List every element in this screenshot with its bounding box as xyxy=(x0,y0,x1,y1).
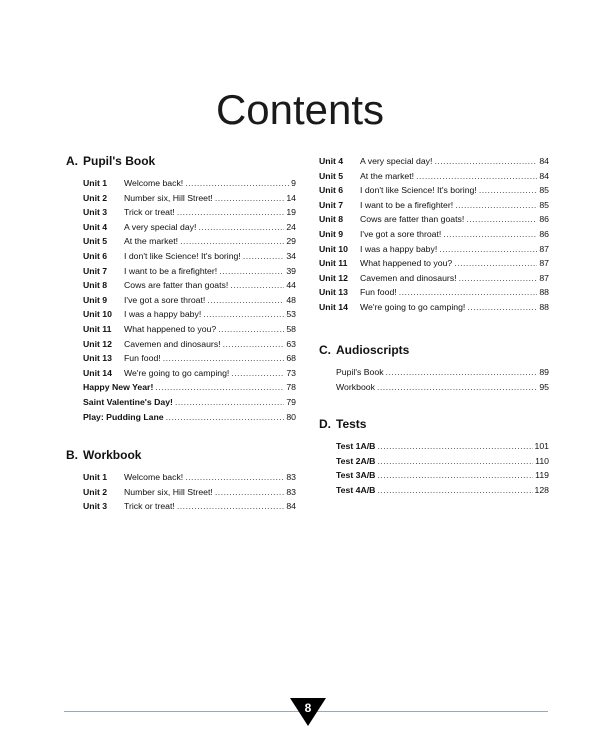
entry-page: 88 xyxy=(539,287,549,298)
entry-page: 86 xyxy=(539,214,549,225)
leader-dots xyxy=(207,293,284,308)
toc-entry[interactable] xyxy=(319,169,549,184)
left-column xyxy=(66,152,296,424)
entry-title: Test 4A/B xyxy=(336,484,376,495)
toc-entry[interactable] xyxy=(319,242,549,257)
entry-unit: Unit 8 xyxy=(319,214,344,225)
entry-title: Welcome back! xyxy=(124,472,184,482)
leader-dots xyxy=(377,439,532,454)
entry-page: 83 xyxy=(286,472,296,482)
entry-title: Test 1A/B xyxy=(336,441,376,451)
leader-dots xyxy=(454,256,537,271)
tests-section xyxy=(319,415,549,497)
left-column-workbook xyxy=(66,446,296,514)
leader-dots xyxy=(175,395,284,410)
leader-dots xyxy=(439,242,537,257)
toc-entry[interactable] xyxy=(319,256,549,271)
entry-page: 87 xyxy=(539,243,549,254)
entry-unit: Unit 5 xyxy=(319,170,344,181)
toc-entry[interactable] xyxy=(336,483,549,498)
toc-entry[interactable] xyxy=(83,264,296,279)
audioscripts-section xyxy=(319,341,549,394)
section-letter: D. xyxy=(319,417,331,431)
entry-title: Play: Pudding Lane xyxy=(83,411,164,422)
leader-dots xyxy=(180,234,284,249)
section-b-heading xyxy=(66,446,296,464)
audioscripts-list xyxy=(319,365,549,394)
entry-title: What happened to you? xyxy=(124,323,217,334)
toc-entry[interactable] xyxy=(83,322,296,337)
workbook-list-part2 xyxy=(319,154,549,315)
section-d-heading xyxy=(319,415,549,433)
leader-dots xyxy=(177,205,284,220)
entry-title: At the market! xyxy=(360,170,415,181)
leader-dots xyxy=(377,483,532,498)
entry-unit: Unit 7 xyxy=(83,265,108,276)
entry-unit: Unit 4 xyxy=(83,221,108,232)
entry-title: Number six, Hill Street! xyxy=(124,192,213,203)
entry-page: 48 xyxy=(286,294,296,305)
toc-entry[interactable] xyxy=(336,439,549,454)
entry-unit: Unit 4 xyxy=(319,156,344,166)
toc-entry[interactable] xyxy=(83,307,296,322)
toc-entry[interactable] xyxy=(83,205,296,220)
entry-unit: Unit 2 xyxy=(83,192,108,203)
leader-dots xyxy=(466,212,537,227)
entry-title: I want to be a firefighter! xyxy=(124,265,218,276)
leader-dots xyxy=(243,249,285,264)
entry-page: 85 xyxy=(539,199,549,210)
leader-dots xyxy=(479,183,538,198)
entry-title: I don't like Science! It's boring! xyxy=(360,185,477,196)
toc-entry[interactable] xyxy=(83,191,296,206)
entry-title: Cavemen and dinosaurs! xyxy=(360,272,457,283)
entry-page: 85 xyxy=(539,185,549,196)
entry-title: I've got a sore throat! xyxy=(360,228,442,239)
section-letter: C. xyxy=(319,343,331,357)
section-a-heading xyxy=(66,152,296,170)
entry-unit: Unit 6 xyxy=(319,185,344,196)
entry-unit: Unit 12 xyxy=(83,338,112,349)
toc-entry[interactable] xyxy=(83,410,296,425)
entry-unit: Unit 3 xyxy=(83,207,108,218)
toc-entry[interactable] xyxy=(83,380,296,395)
toc-entry[interactable] xyxy=(83,234,296,249)
entry-page: 39 xyxy=(286,265,296,276)
entry-title: I was a happy baby! xyxy=(124,309,202,320)
leader-dots xyxy=(177,499,284,514)
leader-dots xyxy=(231,366,284,381)
entry-title: Welcome back! xyxy=(124,178,184,188)
entry-unit: Unit 7 xyxy=(319,199,344,210)
toc-entry[interactable] xyxy=(83,351,296,366)
entry-title: I was a happy baby! xyxy=(360,243,438,254)
leader-dots xyxy=(230,278,284,293)
toc-entry[interactable] xyxy=(83,470,296,485)
toc-entry[interactable] xyxy=(336,454,549,469)
entry-title: A very special day! xyxy=(360,156,433,166)
entry-page: 128 xyxy=(534,484,549,495)
leader-dots xyxy=(163,351,285,366)
leader-dots xyxy=(459,271,538,286)
toc-entry[interactable] xyxy=(319,212,549,227)
entry-page: 29 xyxy=(286,236,296,247)
toc-entry[interactable] xyxy=(319,271,549,286)
entry-unit: Unit 10 xyxy=(83,309,112,320)
section-title: Tests xyxy=(336,417,367,431)
entry-title: Pupil's Book xyxy=(336,367,384,377)
entry-title: Number six, Hill Street! xyxy=(124,486,213,497)
toc-entry[interactable] xyxy=(83,293,296,308)
entry-title: Cows are fatter than goats! xyxy=(360,214,465,225)
entry-page: 95 xyxy=(539,381,549,392)
entry-unit: Unit 6 xyxy=(83,250,108,261)
entry-page: 79 xyxy=(286,396,296,407)
toc-entry[interactable] xyxy=(319,227,549,242)
leader-dots xyxy=(198,220,284,235)
entry-title: Fun food! xyxy=(124,353,161,364)
entry-unit: Unit 13 xyxy=(319,287,348,298)
leader-dots xyxy=(166,410,285,425)
section-title: Workbook xyxy=(83,448,142,462)
entry-title: Trick or treat! xyxy=(124,501,175,512)
entry-page: 58 xyxy=(286,323,296,334)
toc-entry[interactable] xyxy=(319,300,549,315)
entry-page: 68 xyxy=(286,353,296,364)
entry-title: Workbook xyxy=(336,381,375,392)
entry-page: 73 xyxy=(286,367,296,378)
entry-page: 84 xyxy=(539,156,549,166)
toc-entry[interactable] xyxy=(319,154,549,169)
toc-entry[interactable] xyxy=(83,395,296,410)
entry-page: 78 xyxy=(286,382,296,393)
toc-entry[interactable] xyxy=(83,176,296,191)
leader-dots xyxy=(416,169,537,184)
toc-entry[interactable] xyxy=(83,337,296,352)
leader-dots xyxy=(185,470,284,485)
section-letter: B. xyxy=(66,448,78,462)
entry-page: 84 xyxy=(539,170,549,181)
entry-title: Cavemen and dinosaurs! xyxy=(124,338,221,349)
entry-title: Fun food! xyxy=(360,287,397,298)
section-title: Pupil's Book xyxy=(83,154,156,168)
entry-unit: Unit 2 xyxy=(83,486,108,497)
entry-page: 80 xyxy=(286,411,296,422)
leader-dots xyxy=(377,380,537,395)
toc-entry[interactable] xyxy=(336,380,549,395)
entry-unit: Unit 11 xyxy=(319,258,348,269)
toc-entry[interactable] xyxy=(319,198,549,213)
toc-entry[interactable] xyxy=(83,485,296,500)
entry-page: 89 xyxy=(539,367,549,377)
leader-dots xyxy=(223,337,285,352)
leader-dots xyxy=(377,454,533,469)
entry-page: 14 xyxy=(286,192,296,203)
entry-page: 83 xyxy=(286,486,296,497)
leader-dots xyxy=(443,227,537,242)
entry-unit: Unit 13 xyxy=(83,353,112,364)
entry-title: I want to be a firefighter! xyxy=(360,199,454,210)
entry-unit: Unit 5 xyxy=(83,236,108,247)
entry-title: Saint Valentine's Day! xyxy=(83,396,173,407)
leader-dots xyxy=(218,322,284,337)
leader-dots xyxy=(455,198,537,213)
tests-list xyxy=(319,439,549,497)
entry-page: 119 xyxy=(535,470,549,481)
toc-entry[interactable] xyxy=(83,366,296,381)
toc-entry[interactable] xyxy=(83,249,296,264)
entry-unit: Unit 9 xyxy=(83,294,108,305)
toc-entry[interactable] xyxy=(83,499,296,514)
toc-entry[interactable] xyxy=(319,285,549,300)
entry-unit: Unit 10 xyxy=(319,243,348,254)
toc-entry[interactable] xyxy=(83,220,296,235)
entry-title: We're going to go camping! xyxy=(124,367,230,378)
entry-unit: Unit 14 xyxy=(319,301,348,312)
entry-unit: Unit 11 xyxy=(83,323,112,334)
entry-unit: Unit 1 xyxy=(83,472,108,482)
entry-page: 101 xyxy=(534,441,549,451)
entry-page: 110 xyxy=(535,455,549,466)
entry-title: Test 3A/B xyxy=(336,470,376,481)
leader-dots xyxy=(434,154,537,169)
entry-page: 19 xyxy=(286,207,296,218)
entry-title: At the market! xyxy=(124,236,179,247)
leader-dots xyxy=(467,300,537,315)
workbook-list-part1 xyxy=(66,470,296,514)
leader-dots xyxy=(215,191,285,206)
leader-dots xyxy=(215,485,285,500)
entry-unit: Unit 3 xyxy=(83,501,108,512)
page-title: Contents xyxy=(215,86,385,133)
toc-entry[interactable] xyxy=(336,365,549,380)
entry-page: 84 xyxy=(286,501,296,512)
entry-title: What happened to you? xyxy=(360,258,453,269)
entry-title: Cows are fatter than goats! xyxy=(124,280,229,291)
entry-page: 63 xyxy=(286,338,296,349)
entry-unit: Unit 8 xyxy=(83,280,108,291)
entry-title: We're going to go camping! xyxy=(360,301,466,312)
leader-dots xyxy=(219,264,284,279)
entry-title: I've got a sore throat! xyxy=(124,294,206,305)
leader-dots xyxy=(399,285,538,300)
toc-entry[interactable] xyxy=(336,468,549,483)
section-c-heading xyxy=(319,341,549,359)
entry-unit: Unit 14 xyxy=(83,367,112,378)
entry-page: 87 xyxy=(539,258,549,269)
page-number-badge xyxy=(288,696,328,728)
entry-title: I don't like Science! It's boring! xyxy=(124,250,241,261)
entry-page: 24 xyxy=(286,221,296,232)
leader-dots xyxy=(377,468,533,483)
leader-dots xyxy=(155,380,284,395)
entry-title: Test 2A/B xyxy=(336,455,376,466)
pupils-book-extras-list xyxy=(66,380,296,424)
entry-page: 34 xyxy=(286,250,296,261)
entry-page: 87 xyxy=(539,272,549,283)
entry-unit: Unit 12 xyxy=(319,272,348,283)
entry-unit: Unit 9 xyxy=(319,228,344,239)
entry-page: 88 xyxy=(539,301,549,312)
toc-entry[interactable] xyxy=(83,278,296,293)
entry-page: 86 xyxy=(539,228,549,239)
right-column xyxy=(319,154,549,315)
leader-dots xyxy=(386,365,538,380)
toc-entry[interactable] xyxy=(319,183,549,198)
entry-unit: Unit 1 xyxy=(83,178,108,188)
leader-dots xyxy=(203,307,284,322)
pupils-book-list xyxy=(66,176,296,380)
entry-page: 9 xyxy=(291,178,296,188)
entry-title: A very special day! xyxy=(124,221,197,232)
page-number: 8 xyxy=(304,701,312,715)
entry-page: 44 xyxy=(286,280,296,291)
section-title: Audioscripts xyxy=(336,343,410,357)
entry-title: Happy New Year! xyxy=(83,382,154,393)
leader-dots xyxy=(185,176,289,191)
entry-title: Trick or treat! xyxy=(124,207,175,218)
entry-page: 53 xyxy=(286,309,296,320)
section-letter: A. xyxy=(66,154,78,168)
